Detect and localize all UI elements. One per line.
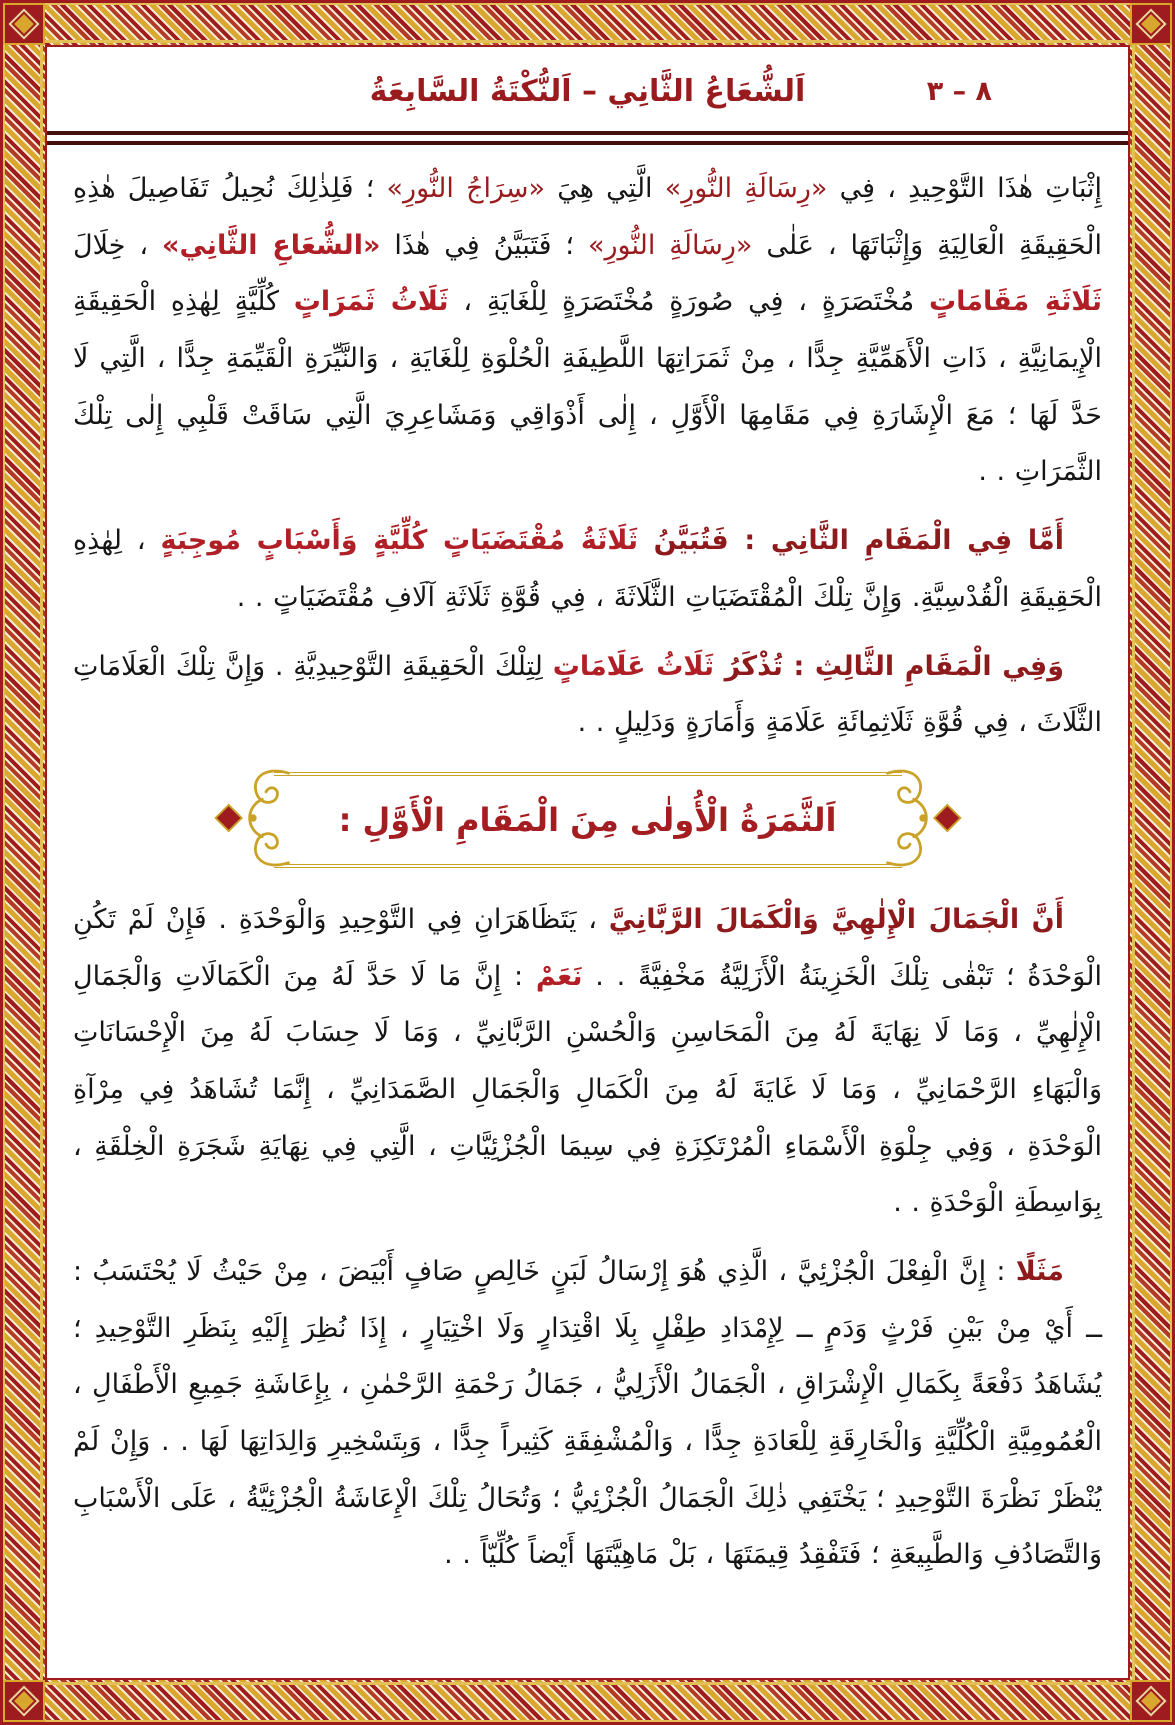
text-segment: «الشُّعَاعِ الثَّانِي» — [162, 229, 381, 261]
text-segment: «سِرَاجُ النُّورِ» — [386, 173, 546, 204]
page-header — [73, 63, 1102, 121]
paragraph — [73, 513, 1102, 626]
text-segment: ، لِهٰذِهِ الْحَقِيقَةِ الْقُدْسِيَّةِ. وَإِنَّ تِلْكَ الْمُقْتَضَيَاتِ الثَّلَاثَةَ ، فِي قُوَّةِ ثَلَاثَةِ آلَافِ مُقْتَضَيَاتٍ . . — [73, 525, 1102, 613]
text-segment: «رِسَالَةِ النُّورِ» — [587, 229, 753, 261]
text-segment: إِثْبَاتِ هٰذَا التَّوْحِيدِ ، فِي — [827, 173, 1103, 204]
text-segment: كُلِّيَّةٍ لِهٰذِهِ الْحَقِيقَةِ الْإِيمَانِيَّةِ ، ذَاتِ الْأَهَمِّيَّةِ جِدًّا ، مِنْ ثَمَرَاتِهَا اللَّطِيفَةِ الْحُلْوَةِ لِلْغَايَةِ ، وَالنَّيِّرَةِ الْقَيِّمَةِ جِدًّا ، الَّتِي لَا حَدَّ لَهَا ؛ مَعَ الْإِشَارَةِ فِي مَقَامِهَا الْأَوَّلِ ، إِلٰى أَذْوَاقِي وَمَشَاعِرِيَ الَّتِي سَاقَتْ قَلْبِي إِلٰى تِلْكَ الثَّمَرَاتِ . . — [73, 286, 1102, 488]
text-segment: ، خِلَالَ — [73, 229, 163, 261]
text-segment: ثَلَاثُ ثَمَرَاتٍ — [293, 286, 449, 318]
corner-rosette-icon — [1130, 3, 1172, 45]
text-segment: : إِنَّ مَا لَا حَدَّ لَهُ مِنَ الْكَمَالَاتِ وَالْجَمَالِ الْإِلٰهِيِّ ، وَمَا لَا نِهَايَةَ لَهُ مِنَ الْمَحَاسِنِ وَالْحُسْنِ الرَّبَّانِيِّ ، وَمَا لَا حِسَابَ لَهُ مِنَ الْإِحْسَانَاتِ وَالْبَهَاءِ الرَّحْمَانِيِّ ، وَمَا لَا غَايَةَ لَهُ مِنَ الْكَمَالِ وَالْجَمَالِ الصَّمَدَانِيِّ ، إِنَّمَا تُشَاهَدُ فِي مِرْآةِ الْوَحْدَةِ ، وَفِي جِلْوَةِ الْأَسْمَاءِ الْمُرْتَكِزَةِ فِي سِيمَا الْجُزْئِيَّاتِ ، الَّتِي فِي نِهَايَةِ شَجَرَةِ الْخِلْقَةِ ، بِوَاسِطَةِ الْوَحْدَةِ . . — [73, 960, 1102, 1219]
paragraph — [73, 892, 1102, 1232]
text-segment: وَفِي الْمَقَامِ الثَّالِثِ : تُذْكَرُ — [714, 650, 1065, 682]
paragraph — [73, 639, 1102, 752]
text-segment: ثَلَاثُ عَلَامَاتٍ — [552, 650, 715, 682]
text-segment: ؛ فَلِذٰلِكَ نُحِيلُ تَفَاصِيلَ هٰذِهِ الْحَقِيقَةِ الْعَالِيَةِ وَإِثْبَاتَهَا ، عَلٰى — [73, 173, 1102, 261]
text-segment: أَنَّ الْجَمَالَ الْإِلٰهِيَّ وَالْكَمَالَ الرَّبَّانِيَّ — [608, 903, 1064, 935]
page-title: اَلشُّعَاعُ الثَّانِي – اَلنُّكْتَةُ السَّابِعَةُ — [369, 74, 806, 109]
text-segment: لِتِلْكَ الْحَقِيقَةِ التَّوْحِيدِيَّةِ . وَإِنَّ تِلْكَ الْعَلَامَاتِ الثَّلَاثَ ، فِي قُوَّةِ ثَلَاثِمِائَةِ عَلَامَةٍ وَأَمَارَةٍ وَدَلِيلٍ . . — [73, 650, 1102, 739]
text-segment: الَّتِي هِيَ — [545, 173, 665, 204]
corner-rosette-icon — [3, 1680, 45, 1722]
scroll-flourish-icon — [882, 758, 966, 882]
text-segment: ثَلَاثَةِ مَقَامَاتٍ — [929, 286, 1103, 318]
text-segment: ثَلَاثَةُ مُقْتَضَيَاتٍ كُلِّيَّةٍ وَأَسْبَابٍ مُوجِبَةٍ — [160, 525, 638, 557]
text-segment: مَثَلًا — [1015, 1256, 1064, 1287]
text-segment: : إِنَّ الْفِعْلَ الْجُزْئِيَّ ، الَّذِي هُوَ إِرْسَالُ لَبَنٍ خَالِصٍ صَافٍ أَبْيَضَ ، مِنْ حَيْثُ لَا يُحْتَسَبُ : ــ أَيْ مِنْ بَيْنِ فَرْثٍ وَدَمٍ ــ لِإِمْدَادِ طِفْلٍ بِلَا اقْتِدَارٍ وَلَا اخْتِيَارٍ ، إِذَا نُظِرَ إِلَيْهِ بِنَظَرِ التَّوْحِيدِ ؛ يُشَاهَدُ دَفْعَةً بِكَمَالِ الْإِشْرَاقِ ، الْجَمَالُ الْأَزَلِيُّ ، جَمَالُ رَحْمَةِ الرَّحْمٰنِ ، بِإِعَاشَةِ جَمِيعِ الْأَطْفَالِ ، الْعُمُومِيَّةِ الْكُلِّيَّةِ وَالْخَارِقَةِ لِلْعَادَةِ جِدًّا ، وَالْمُشْفِقَةِ كَثِيراً جِدًّا ، وَبِتَسْخِيرِ وَالِدَاتِهَا لَهَا . . وَإِنْ لَمْ يُنْظَرْ نَظْرَةَ التَّوْحِيدِ ؛ يَخْتَفِي ذٰلِكَ الْجَمَالُ الْجُزْئِيُّ ؛ وَتُحَالُ تِلْكَ الْإِعَاشَةُ الْجُزْئِيَّةُ ، عَلَى الْأَسْبَابِ وَالتَّصَادُفِ وَالطَّبِيعَةِ ؛ فَتَفْقِدُ قِيمَتَهَا ، بَلْ مَاهِيَّتَهَا أَيْضاً كُلِّيّاً . . — [73, 1256, 1102, 1571]
body-paragraphs-bottom — [73, 892, 1102, 1584]
section-title: اَلثَّمَرَةُ الْأُولٰى مِنَ الْمَقَامِ الْأَوَّلِ : — [338, 800, 837, 839]
corner-rosette-icon — [1130, 1680, 1172, 1722]
scroll-flourish-icon — [210, 758, 294, 882]
text-segment: ، يَتَظَاهَرَانِ فِي التَّوْحِيدِ وَالْوَحْدَةِ . فَإِنْ لَمْ تَكُنِ الْوَحْدَةُ ؛ تَبْقٰى تِلْكَ الْخَزِينَةُ الْأَزَلِيَّةُ مَخْفِيَّةً . . — [73, 903, 1102, 992]
text-segment: نَعَمْ — [535, 960, 583, 992]
body-paragraphs-top — [73, 161, 1102, 752]
text-segment: «رِسَالَةِ النُّورِ» — [664, 173, 828, 204]
paragraph — [73, 161, 1102, 501]
text-segment: ؛ فَتَبَيَّنُ فِي هٰذَا — [380, 229, 588, 261]
corner-rosette-icon — [3, 3, 45, 45]
text-segment: مُخْتَصَرَةٍ ، فِي صُورَةٍ مُخْتَصَرَةٍ لِلْغَايَةِ ، — [448, 286, 929, 318]
header-double-rule — [47, 131, 1128, 145]
page-sheet — [45, 45, 1130, 1680]
text-segment: أَمَّا فِي الْمَقَامِ الثَّانِي : فَتُبَيَّنُ — [637, 525, 1064, 557]
paragraph — [73, 1244, 1102, 1584]
page-number: ٨ – ٣ — [926, 76, 992, 107]
section-ornament-box — [274, 772, 902, 868]
